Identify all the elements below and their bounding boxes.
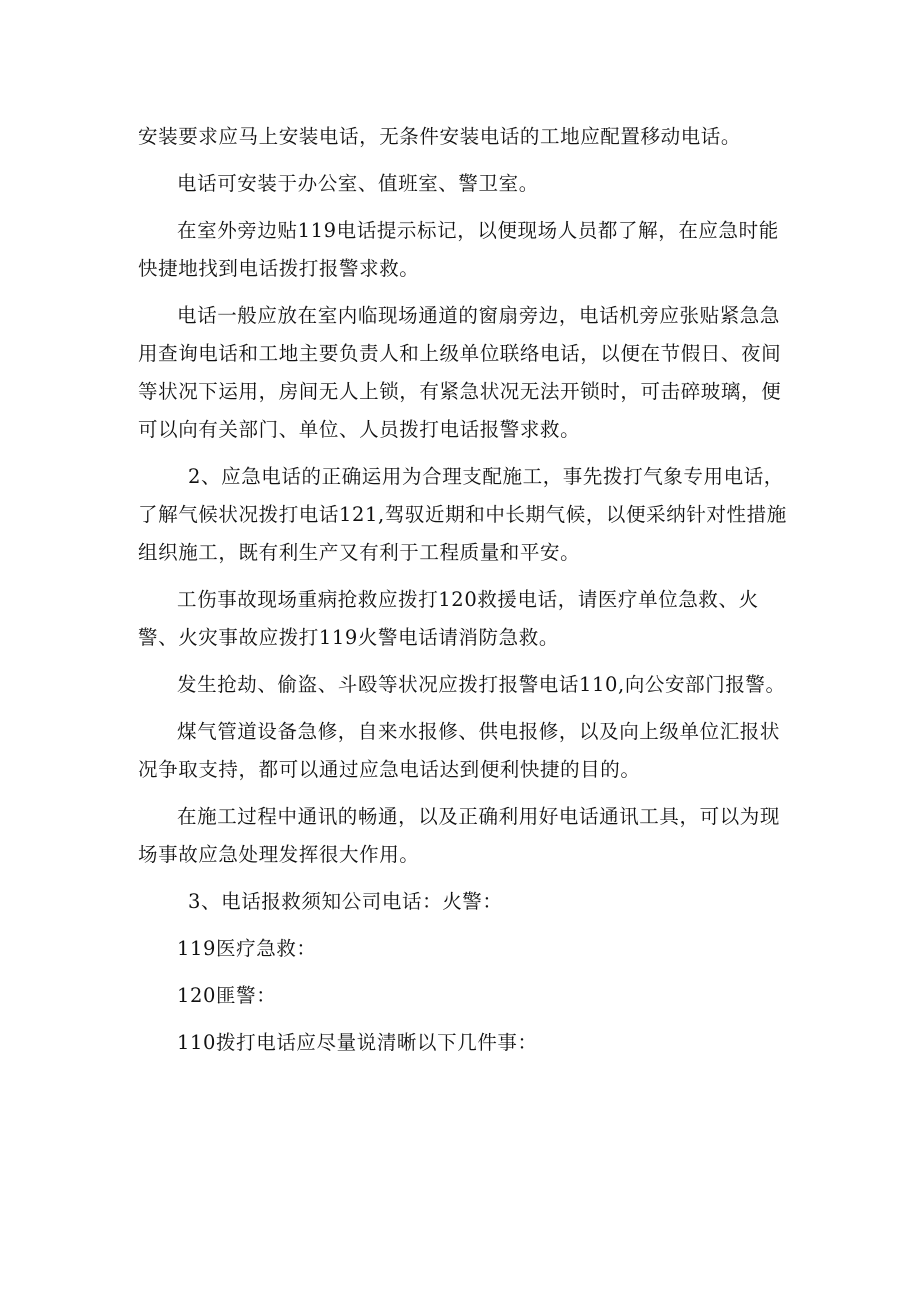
paragraph-phone-placement: 电话一般应放在室内临现场通道的窗扇旁边，电话机旁应张贴紧急急用查询电话和工地主要负责人和上级单位联络电话，以便在节假日、夜间等状况下运用，房间无人上锁，有紧急状况无法开锁时，可击碎玻璃，便可以向有关部门、单位、人员拨打电话报警求救。 [138, 304, 782, 441]
paragraph-repairs-reporting: 煤气管道设备急修，自来水报修、供电报修，以及向上级单位汇报状况争取支持，都可以通过应急电话达到便利快捷的目的。 [138, 720, 781, 781]
paragraph-110-call: 发生抢劫、偷盗、斗殴等状况应拨打报警电话110,向公安部门报警。 [177, 673, 786, 696]
paragraph-119-medical: 119医疗急救： [177, 937, 317, 960]
paragraph-120-police: 120匪警： [177, 984, 277, 1007]
paragraph-phone-installation-requirement: 安装要求应马上安装电话，无条件安装电话的工地应配置移动电话。 [138, 125, 742, 148]
paragraph-communication-importance: 在施工过程中通讯的畅通，以及正确利用好电话通讯工具，可以为现场事故应急处理发挥很大作用。 [138, 805, 781, 866]
paragraph-section-2-emergency-phone-use: 2、应急电话的正确运用为合理支配施工，事先拨打气象专用电话，了解气候状况拨打电话121,驾驭近期和中长期气候，以便采纳针对性措施组织施工，既有利生产又有利于工程质量和平安。 [138, 465, 787, 564]
paragraph-120-119-calls: 工伤事故现场重病抢救应拨打120救援电话，请医疗单位急救、火警、火灾事故应拨打119火警电话请消防急救。 [138, 588, 759, 649]
paragraph-119-sign: 在室外旁边贴119电话提示标记，以便现场人员都了解，在应急时能快捷地找到电话拨打报警求救。 [138, 219, 779, 280]
paragraph-phone-locations: 电话可安装于办公室、值班室、警卫室。 [177, 172, 539, 195]
paragraph-110-instructions: 110拨打电话应尽量说清晰以下几件事： [177, 1031, 538, 1054]
paragraph-section-3-heading: 3、电话报救须知公司电话：火警： [188, 890, 503, 913]
document-body [138, 118, 798, 1062]
